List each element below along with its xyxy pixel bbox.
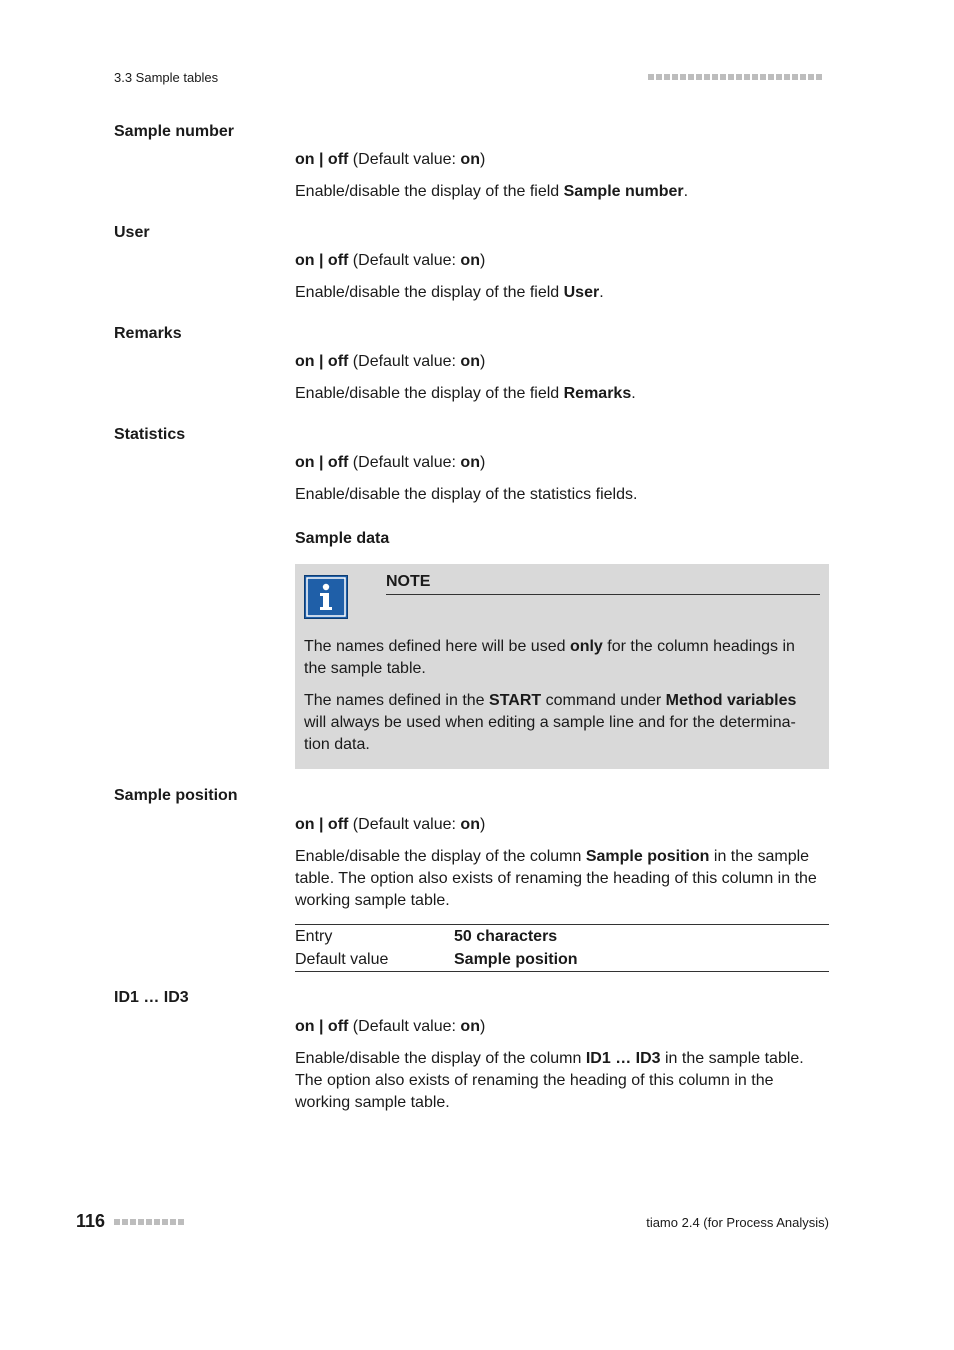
header-decoration-dots <box>648 74 822 80</box>
entry-table <box>295 924 829 972</box>
option-line: on | off (Default value: on) <box>295 454 486 471</box>
description: Enable/disable the display of the statistics fields. <box>295 486 638 503</box>
table-value: 50 characters <box>454 928 558 945</box>
option-line: on | off (Default value: on) <box>295 353 486 370</box>
term-statistics: Statistics <box>114 426 186 443</box>
info-icon <box>304 575 348 619</box>
page-number: 116 <box>76 1211 106 1231</box>
term-id1-id3: ID1 … ID3 <box>114 989 189 1006</box>
note-paragraph-2: The names defined in the START command under Method variables will always be used when editing a sample line and for the determina- tion data. <box>304 692 797 753</box>
note-box <box>295 564 829 769</box>
description: Enable/disable the display of the field User. <box>295 284 604 301</box>
note-paragraph-1: The names defined here will be used only for the column headings in the sample table. <box>304 638 795 677</box>
section-heading-sample-data: Sample data <box>295 530 390 547</box>
option-line: on | off (Default value: on) <box>295 252 486 269</box>
term-remarks: Remarks <box>114 325 182 342</box>
running-header-section: 3.3 Sample tables <box>114 70 219 85</box>
description: Enable/disable the display of the field Sample number. <box>295 183 689 200</box>
footer-product: tiamo 2.4 (for Process Analysis) <box>646 1215 829 1230</box>
footer-decoration-dots <box>114 1219 184 1225</box>
note-title: NOTE <box>386 573 820 595</box>
description: Enable/disable the display of the column ID1 … ID3 in the sample table. The option also exists of renaming the heading of this column in the working sample table. <box>295 1050 804 1111</box>
table-row <box>295 925 829 948</box>
table-value: Sample position <box>454 951 578 968</box>
option-line: on | off (Default value: on) <box>295 151 486 168</box>
table-key: Default value <box>295 951 389 968</box>
term-sample-position: Sample position <box>114 787 238 804</box>
option-line: on | off (Default value: on) <box>295 1018 486 1035</box>
option-line: on | off (Default value: on) <box>295 816 486 833</box>
table-key: Entry <box>295 928 333 945</box>
description: Enable/disable the display of the field Remarks. <box>295 385 636 402</box>
description: Enable/disable the display of the column Sample position in the sample table. The option also exists of renaming the heading of this column in the working sample table. <box>295 848 817 909</box>
term-sample-number: Sample number <box>114 123 235 140</box>
table-row <box>295 948 829 971</box>
term-user: User <box>114 224 150 241</box>
